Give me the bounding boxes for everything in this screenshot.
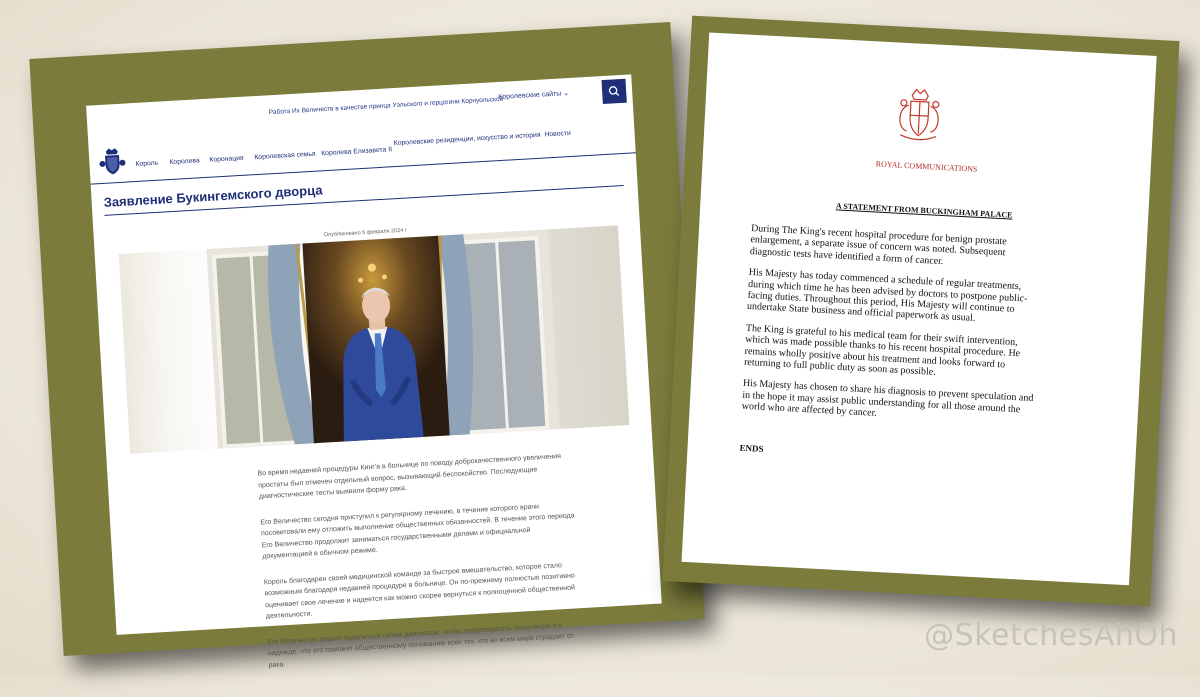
nav-item-coronation[interactable]: Коронация [209, 154, 244, 164]
chevron-down-icon: ⌄ [562, 89, 570, 98]
nav-item-news[interactable]: Новости [544, 129, 572, 139]
body-paragraph: Во время недавней процедуры Кинг'а в больнице по поводу доброкачественного увеличения простаты был отмечен отдельный вопрос, вызывающий беспокойство. Последующие диагностические тесты выявили форму рака. [257, 453, 562, 501]
portrait-illustration [119, 225, 630, 453]
page-title: Заявление Букингемского дворца [103, 182, 323, 210]
watermark: @SketchesAhOh [924, 618, 1178, 653]
ends-marker: ENDS [739, 442, 764, 454]
royal-sites-menu[interactable] [498, 89, 569, 101]
nav-item-queen-elizabeth[interactable]: Королева Елизавета II [321, 146, 393, 158]
statement-paragraph: During The King's recent hospital procedure for benign prostate enlargement, a separate issue of concern was noted. Subsequent diagnostic tests have identified a form of cancer. [749, 223, 1008, 267]
royal-coat-of-arms-icon [890, 84, 949, 145]
statement-document-card [663, 16, 1180, 607]
statement-paragraph: His Majesty has today commenced a schedule of regular treatments, during which time he has been advised by doctors to postpone public-facing duties. Throughout this period, His Majesty will continue to undertake State business and official paperwork as usual. [746, 267, 1028, 325]
royal-communications-header: ROYAL COMMUNICATIONS [875, 159, 978, 174]
statement-title: A STATEMENT FROM BUCKINGHAM PALACE [835, 201, 1013, 220]
nav-item-residences[interactable]: Королевские резиденции, искусство и история [393, 131, 541, 148]
nav-item-royal-family[interactable]: Королевская семья [254, 150, 316, 162]
body-paragraph: Его Величество сегодня приступил к регулярному лечению, в течение которого врачи посоветовали ему отложить выполнение общественных обязанностей. В течение этого периода Его Величество продолжит заниматься государственными делами и официальной документацией в обычном режиме. [260, 502, 575, 561]
royal-crest-logo[interactable] [97, 146, 129, 178]
website-screenshot-card [29, 22, 704, 669]
statement-page [682, 33, 1157, 586]
statement-paragraph: His Majesty has chosen to share his diagnosis to prevent speculation and in the hope it may assist public understanding for all those around the world who are affected by cancer. [741, 378, 1034, 420]
king-portrait-photo [119, 225, 630, 453]
body-paragraph: Король благодарен своей медицинской команде за быстрое вмешательство, которое стало возможным благодаря недавней процедуре в больнице. Он по-прежнему полностью позитивно оценивает свое лечение и надеется как можно скорее вернуться к полноценной общественной деятельности. [263, 561, 576, 621]
nav-item-king[interactable]: Король [135, 159, 159, 169]
body-paragraph: Его Величество решил поделиться своим диагнозом, чтобы предотвратить спекуляции и в надежде, что это поможет общественному пониманию всех тех, кто во всем мире страдает от рака. [267, 621, 575, 669]
royal-sites-label: Королевские сайты [498, 90, 562, 102]
website-page [86, 74, 662, 669]
prince-of-wales-link[interactable]: Работа Их Величеств в качестве принца Уэльского и герцогини Корнуольской [268, 95, 504, 117]
statement-paragraph: The King is grateful to his medical team for their swift intervention, which was made possible thanks to his recent hospital procedure. He remains wholly positive about his treatment and looks forward to returning to full public duty as soon as possible. [743, 322, 1021, 378]
published-date: Опубликовано 5 февраля 2024 г [323, 227, 408, 239]
search-icon [601, 79, 626, 104]
search-button[interactable] [601, 79, 626, 104]
nav-item-queen[interactable]: Королева [169, 157, 200, 167]
statement-body-ru [257, 450, 589, 685]
statement-body-en [741, 223, 1049, 438]
